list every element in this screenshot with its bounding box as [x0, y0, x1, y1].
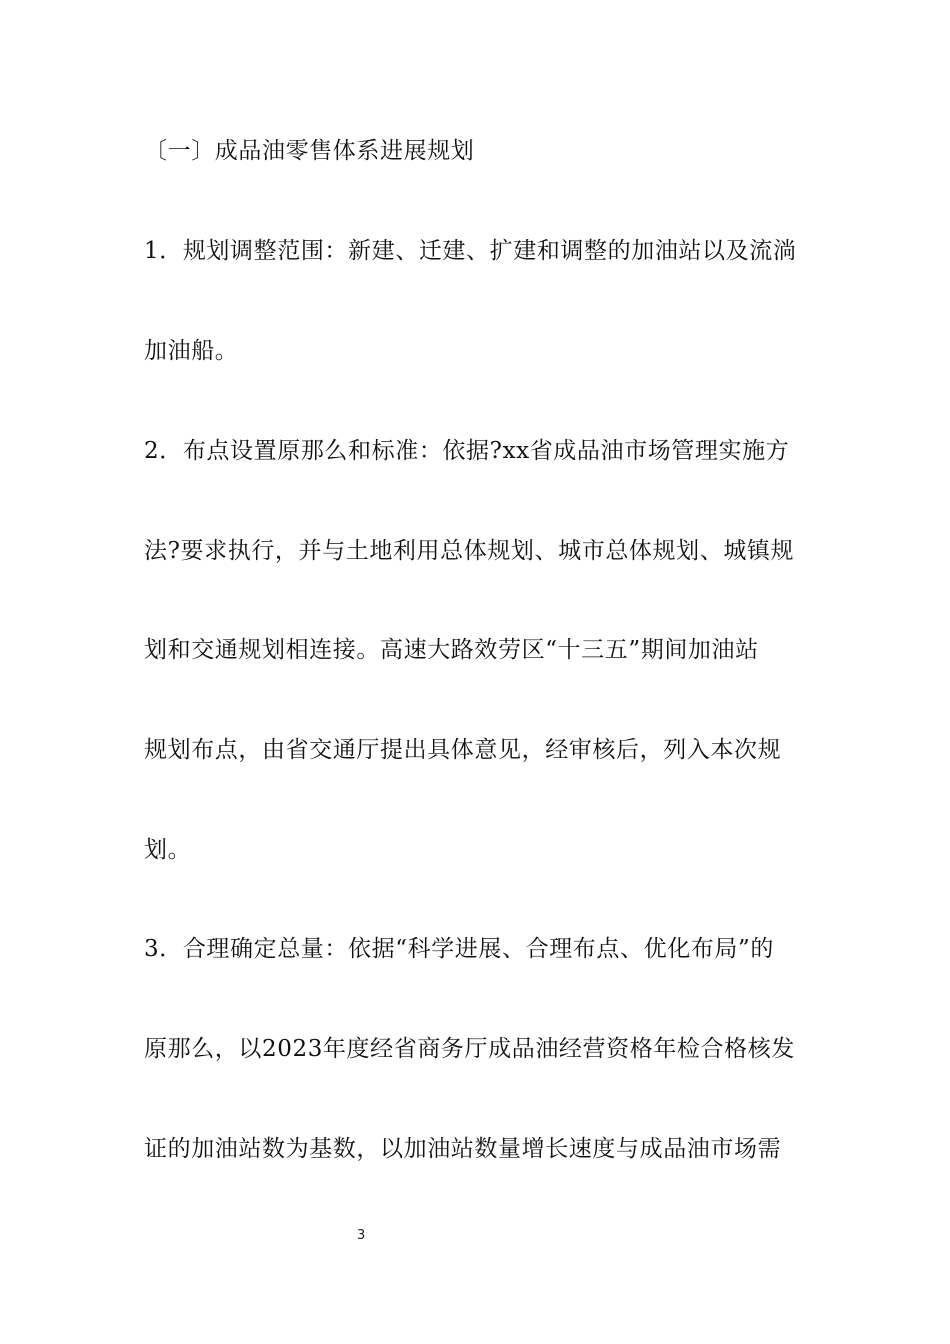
section-heading: 〔一〕成品油零售体系进展规划 — [144, 138, 475, 164]
page-number: 3 — [357, 1228, 366, 1243]
paragraph-2-line-2: 法?要求执行，并与土地利用总体规划、城市总体规划、城镇规 — [144, 538, 795, 564]
paragraph-1-line-1: 1．规划调整范围：新建、迁建、扩建和调整的加油站以及流淌 — [144, 238, 797, 264]
paragraph-2-line-4: 规划布点，由省交通厅提出具体意见，经审核后，列入本次规 — [144, 737, 782, 763]
paragraph-2-line-5: 划。 — [144, 837, 192, 863]
paragraph-3-line-3: 证的加油站数为基数，以加油站数量增长速度与成品油市场需 — [144, 1136, 782, 1162]
paragraph-2-line-1: 2．布点设置原那么和标准：依据?xx省成品油市场管理实施方 — [144, 438, 790, 464]
paragraph-3-line-2: 原那么，以2023年度经省商务厅成品油经营资格年检合格核发 — [144, 1036, 795, 1062]
paragraph-1-line-2: 加油船。 — [144, 338, 239, 364]
paragraph-2-line-3: 划和交通规划相连接。高速大路效劳区“十三五”期间加油站 — [144, 637, 759, 663]
paragraph-3-line-1: 3．合理确定总量：依据“科学进展、合理布点、优化布局”的 — [144, 936, 774, 962]
